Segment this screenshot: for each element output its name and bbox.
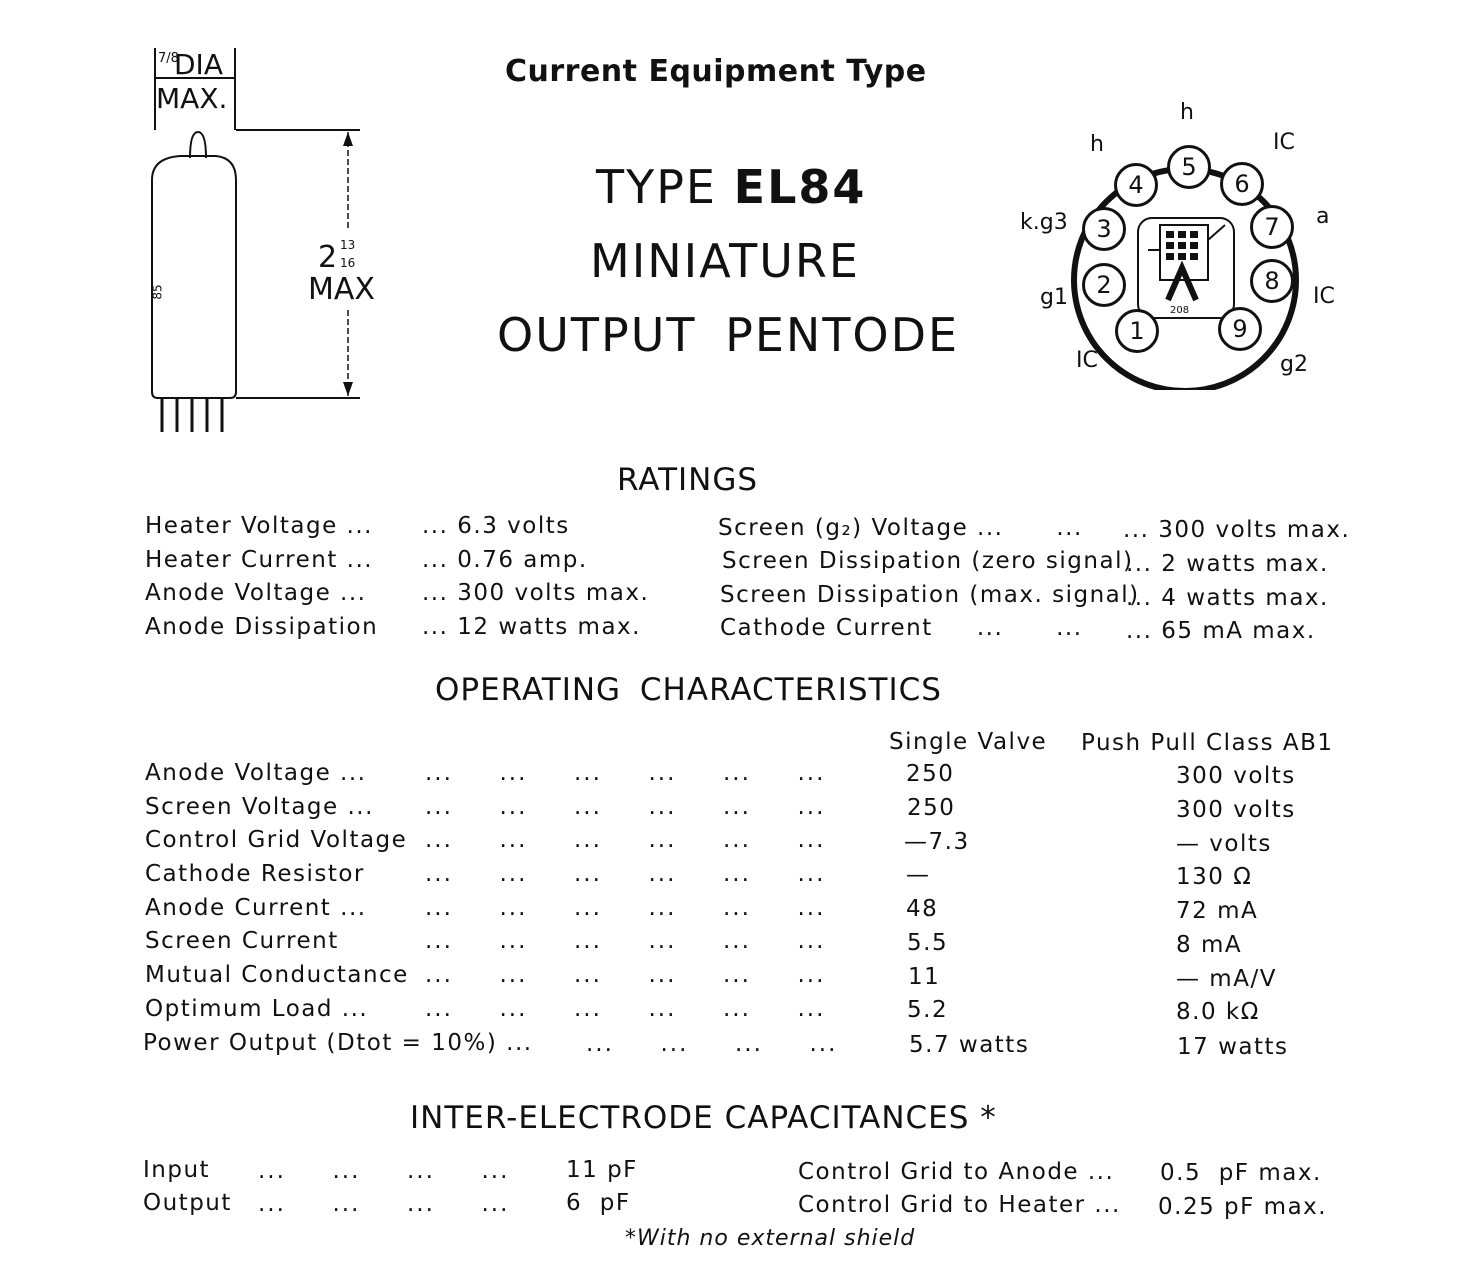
ratings-title: RATINGS (617, 462, 759, 498)
label-h-top: h (1180, 100, 1194, 125)
op-row-label: Optimum Load ... (145, 996, 369, 1022)
cap-right-value: 0.25 pF max. (1158, 1194, 1328, 1220)
col-header-push-pull: Push Pull Class AB1 (1081, 730, 1334, 756)
rating-right-value: ... 2 watts max. (1126, 551, 1329, 577)
pin-1: 1 (1115, 309, 1159, 353)
op-row-push: 8 mA (1176, 932, 1243, 958)
label-ic-top-right: IC (1273, 130, 1295, 155)
center-mark: 208 (1170, 305, 1190, 316)
op-row-single: 5.2 (907, 997, 949, 1023)
label-kg3: k.g3 (1020, 210, 1068, 235)
op-row-dots: ... ... ... ... ... ... (425, 996, 826, 1022)
cap-left-label: Output (143, 1190, 232, 1216)
height-num: 13 (340, 238, 356, 252)
cap-right-label: Control Grid to Heater ... (798, 1192, 1121, 1218)
height-max-label: MAX (308, 272, 375, 307)
op-row-dots: ... ... ... ... (586, 1031, 838, 1057)
cap-right-value: 0.5 pF max. (1160, 1160, 1322, 1186)
rating-right-value: ... 300 volts max. (1123, 517, 1351, 543)
rating-right-value: ... 4 watts max. (1126, 585, 1329, 611)
label-g2: g2 (1280, 352, 1308, 377)
label-a: a (1316, 204, 1330, 229)
base-connection-diagram (1010, 100, 1370, 390)
rating-left-label: Heater Voltage ... (145, 513, 373, 539)
op-row-push: — mA/V (1176, 966, 1277, 992)
op-row-dots: ... ... ... ... ... ... (425, 794, 826, 820)
pin-8: 8 (1250, 259, 1294, 303)
rating-right-label: Cathode Current ... ... (720, 615, 1083, 641)
op-row-label: Screen Current (145, 928, 339, 954)
rating-left-label: Heater Current ... (145, 547, 374, 573)
op-row-single: 250 (906, 761, 955, 787)
cap-left-label: Input (143, 1157, 211, 1183)
rating-left-label: Anode Voltage ... (145, 580, 367, 606)
valve-body-mark: 85 (150, 284, 165, 300)
type-code: EL84 (733, 160, 867, 214)
op-row-push: 130 Ω (1176, 864, 1253, 890)
op-row-push: 300 volts (1176, 763, 1296, 789)
capacitances-title: INTER-ELECTRODE CAPACITANCES * (410, 1100, 997, 1136)
operating-title: OPERATING CHARACTERISTICS (435, 672, 942, 708)
equipment-type-heading: Current Equipment Type (505, 54, 927, 89)
dia-max-label: MAX. (156, 82, 228, 115)
subtitle-miniature: MINIATURE (590, 234, 860, 288)
dia-label: DIA (174, 48, 223, 81)
rating-right-label: Screen (g₂) Voltage ... ... (718, 515, 1083, 541)
type-prefix: TYPE (596, 160, 718, 214)
op-row-dots: ... ... ... ... ... ... (425, 895, 826, 921)
pin-5: 5 (1167, 145, 1211, 189)
rating-right-value: ... 65 mA max. (1126, 618, 1316, 644)
pin-2: 2 (1082, 263, 1126, 307)
op-row-dots: ... ... ... ... ... ... (425, 962, 826, 988)
op-row-dots: ... ... ... ... ... ... (425, 760, 826, 786)
op-row-label: Anode Current ... (145, 895, 367, 921)
rating-left-value: ... 300 volts max. (422, 580, 650, 606)
height-den: 16 (340, 256, 356, 270)
label-ic-right: IC (1313, 284, 1335, 309)
rating-right-label: Screen Dissipation (max. signal) (720, 582, 1140, 608)
height-whole: 2 (318, 240, 338, 275)
op-row-label: Power Output (Dtot = 10%) ... (143, 1030, 533, 1056)
rating-right-label: Screen Dissipation (zero signal) (722, 548, 1134, 574)
cap-left-value: 6 pF (566, 1190, 631, 1216)
footnote-no-shield: *With no external shield (625, 1226, 916, 1251)
op-row-single: 250 (907, 795, 956, 821)
pin-6: 6 (1220, 162, 1264, 206)
cap-left-dots: ... ... ... ... (258, 1191, 510, 1217)
rating-left-value: ... 0.76 amp. (422, 547, 588, 573)
type-title (596, 160, 866, 214)
op-row-single: — (906, 862, 931, 888)
op-row-single: 5.5 (907, 930, 949, 956)
pin-3: 3 (1082, 207, 1126, 251)
op-row-single: —7.3 (904, 829, 970, 855)
op-row-label: Mutual Conductance (145, 962, 409, 988)
cap-right-label: Control Grid to Anode ... (798, 1159, 1115, 1185)
op-row-single: 5.7 watts (909, 1032, 1030, 1058)
label-h-left: h (1090, 132, 1104, 157)
dia-fraction: 7/8 (158, 51, 179, 66)
pin-9: 9 (1218, 307, 1262, 351)
rating-left-value: ... 12 watts max. (422, 614, 641, 640)
op-row-push: 72 mA (1176, 898, 1259, 924)
cap-left-dots: ... ... ... ... (258, 1158, 510, 1184)
op-row-dots: ... ... ... ... ... ... (425, 827, 826, 853)
base-diagram-svg (1010, 100, 1370, 390)
op-row-single: 48 (906, 896, 939, 922)
cap-left-value: 11 pF (566, 1157, 638, 1183)
op-row-label: Cathode Resistor (145, 861, 365, 887)
col-header-single: Single Valve (889, 729, 1048, 755)
pin-7: 7 (1250, 205, 1294, 249)
op-row-label: Control Grid Voltage (145, 827, 408, 853)
op-row-dots: ... ... ... ... ... ... (425, 928, 826, 954)
rating-left-label: Anode Dissipation (145, 614, 379, 640)
subtitle-output-pentode: OUTPUT PENTODE (497, 308, 960, 362)
pin-4: 4 (1114, 163, 1158, 207)
op-row-push: — volts (1176, 831, 1272, 857)
op-row-push: 8.0 kΩ (1176, 999, 1260, 1025)
op-row-push: 300 volts (1176, 797, 1296, 823)
op-row-label: Anode Voltage ... (145, 760, 367, 786)
label-g1: g1 (1040, 285, 1068, 310)
op-row-single: 11 (908, 964, 941, 990)
op-row-dots: ... ... ... ... ... ... (425, 861, 826, 887)
rating-left-value: ... 6.3 volts (422, 513, 570, 539)
op-row-push: 17 watts (1177, 1034, 1289, 1060)
label-ic-bottom-left: IC (1076, 348, 1098, 373)
op-row-label: Screen Voltage ... (145, 794, 374, 820)
